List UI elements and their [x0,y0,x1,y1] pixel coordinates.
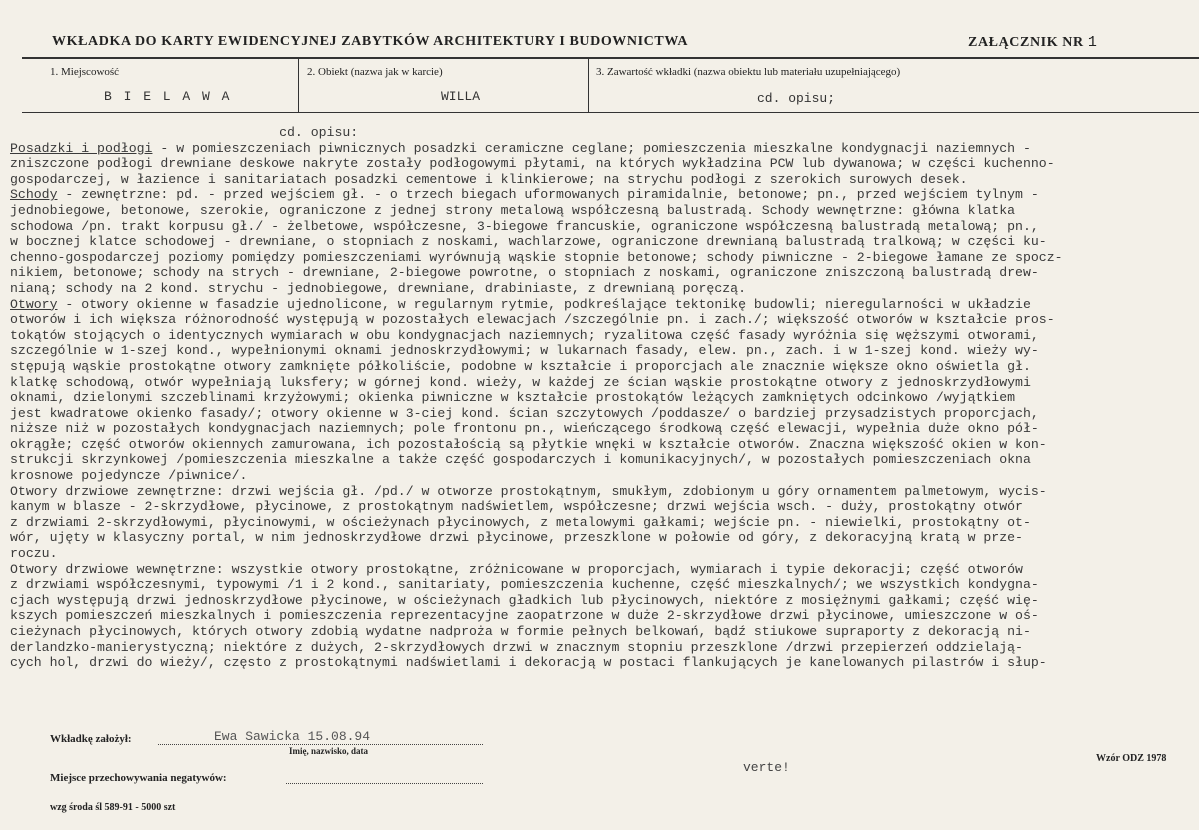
description-line: tokątów stojących o identycznych wymiarach w obu kondygnacjach naziemnych; ryzalitowa część fasady wyróżnia się węższymi otworami, [10,327,1039,343]
description-line: kanym w blasze - 2-skrzydłowe, płycinowe, z prostokątnym nadświetlem, współczesne; drzwi wejścia wsch. - duży, prostokątny otwór [10,499,1023,515]
description-line: kszych pomieszczeń mieszkalnych i pomieszczenia reprezentacyjne zaopatrzone w duże 2-skrzydłowe drzwi płycinowe, umieszczone w oś- [10,608,1039,624]
description-line: stępują wąskie prostokątne otwory zamknięte półkoliście, podobne w kształcie i proporcjach ale znacznie większe okno oświetla gł. [10,358,1031,374]
description-line: szczególnie w 1-szej kond., wypełnionymi oknami jednoskrzydłowymi; w lukarnach fasady, elew. pn., zach. i w 1-szej kond. wieży wy- [10,343,1039,359]
description-line: strukcji skrzynkowej /pomieszczenia mieszkalne a także część gospodarczych i komunikacyjnych/, w pozostałych pomieszczeniach okna [10,452,1031,468]
description-line: Otwory drzwiowe wewnętrzne: wszystkie otwory prostokątne, zróżnicowane w proporcjach, wymiarach i typie dekoracji; część otworów [10,561,1023,577]
description-line: nianą; schody na 2 kond. strychu - jednobiegowe, drewniane, drabiniaste, z drewnianą poręczą. [10,280,746,296]
content-value: cd. opisu; [757,91,836,106]
description-line: w bocznej klatce schodowej - drewniane, o stopniach z noskami, wachlarzowe, ograniczone drewnianą balustradą tralkową; w części ku- [10,234,1047,250]
description-line: chenno-gospodarczej poziomy pomiędzy pomieszczeniami wyrównują wąskie stopnie betonowe; schody piwniczne - 2-biegowe łamane ze spocz- [10,249,1063,265]
description-text [10,125,1195,671]
description-line: zniszczone podłogi drewniane deskowe nakryte zostały podłogowymi płytami, na których wykładzina PCW lub dywanowa; w części kuchenno- [10,156,1055,172]
annex-number: 1 [1087,34,1098,51]
description-line: cieżynach płycinowych, których otwory zdobią wydatne nadproża w formie pełnych belkowań, bądź stiukowe supraporty z dekoracją ni- [10,624,1031,639]
description-line: cd. opisu: [10,125,359,140]
description-line: klatkę schodową, otwór wypełniają luksfery; w górnej kond. wieży, w każdej ze ścian wąskie prostokątne otwory z jednoskrzydłowymi [10,374,1031,390]
turn-over-note: verte! [743,760,790,775]
form-model: Wzór ODZ 1978 [1096,753,1167,764]
description-line: z drzwiami 2-skrzydłowymi, płycinowymi, w ościeżynach płycinowych, z metalowymi gałkami; wejście pn. - niewielki, prostokątny ot- [10,514,1031,530]
printer-note: wzg środa śl 589-91 - 5000 szt [50,802,176,813]
description-line: z drzwiami współczesnymi, typowymi /1 i 2 kond., sanitariaty, pomieszczenia kuchenne, część mieszkalnych/; we wszystkich kondygna- [10,577,1039,593]
field-divider-2 [588,59,589,113]
description-line: oknami, dzielonymi szczeblinami krzyżowymi; okienka piwniczne w kształcie prostokątów leżących zamkniętych odcinkowo /wyjątkiem [10,390,1016,406]
object-value: WILLA [441,89,481,104]
annex-heading [968,34,1097,51]
description-line: Otwory drzwiowe zewnętrzne: drzwi wejścia gł. /pd./ w otworze prostokątnym, smukłym, zdobionym u góry ornamentem palmetowym, wycis- [10,483,1047,499]
locality-label: 1. Miejscowość [50,66,120,78]
description-line: niższe niż w pozostałych kondygnacjach naziemnych; pole frontonu pn., wieńczącego środkową część elewacji, wypełnia duże okno pół- [10,421,1039,437]
object-label: 2. Obiekt (nazwa jak w karcie) [307,66,443,78]
description-line: schodowa /pn. trakt korpusu gł./ - żelbetowe, współczesne, 3-biegowe francuskie, ograniczone współczesną balustradą metalową; pn., [10,218,1039,234]
description-line: Otwory - otwory okienne w fasadzie ujednolicone, w regularnym rytmie, podkreślające tektonikę budowli; nieregularności w układzie [10,296,1031,312]
description-line: cych hol, drzwi do wieży/, często z prostokątnymi nadświetlami i dekoracją w postaci flankujących je kanelowanych pilastrów i słup- [10,655,1047,671]
description-line: roczu. [10,546,58,562]
header-rule-bottom [22,112,1199,113]
locality-value: B I E L A W A [104,89,232,104]
description-line: okrągłe; część otworów okiennych zamurowana, ich pozostałością są płytkie wnęki w kształcie otworów. Znaczna większość okien w kon- [10,436,1047,452]
description-line: wór, ujęty w klasyczny portal, w nim jednoskrzydłowe drzwi płycinowe, przeszklone w połowie od góry, z dekoracyjną kratą w prze- [10,530,1023,546]
description-line: jednobiegowe, betonowe, szerokie, ograniczone z jednej strony metalową współczesną balustradą. Schody wewnętrzne: główna klatka [10,202,1016,218]
negatives-location-label: Miejsce przechowywania negatywów: [50,772,227,784]
header-rule-top [22,57,1199,59]
description-line: cjach występują drzwi jednoskrzydłowe płycinowe, w ościeżynach gładkich lub płycinowych, niektóre z mosiężnymi gałkami; część wię- [10,592,1039,608]
description-line: krosnowe pojedyncze /piwnice/. [10,468,248,484]
description-line: jest kwadratowe okienko fasady/; otwory okienne w 3-ciej kond. ścian szczytowych /poddasze/ o bardziej przysadzistych proporcjach, [10,405,1039,421]
description-line: derlandzko-manierystyczną; niektóre z dużych, 2-skrzydłowych drzwi w znacznym stopniu przeszklone /drzwi przepierzeń oddzielają- [10,639,1023,655]
negatives-location-line [286,783,483,784]
annex-label: ZAŁĄCZNIK NR [968,35,1084,50]
description-line: gospodarczej, w łazience i sanitariatach posadzki cementowe i klinkierowe; na strychu podłogi z szerokich surowych desek. [10,171,968,187]
description-line: Schody - zewnętrzne: pd. - przed wejściem gł. - o trzech biegach uformowanych piramidalnie, betonowe; pn., przed wejściem tylnym - [10,187,1039,203]
description-line: Posadzki i podłogi - w pomieszczeniach piwnicznych posadzki ceramiczne ceglane; pomieszczenia mieszkalne kondygnacji naziemnych - [10,140,1031,156]
created-by-caption: Imię, nazwisko, data [289,746,369,756]
field-divider-1 [298,59,299,113]
form-title: WKŁADKA DO KARTY EWIDENCYJNEJ ZABYTKÓW ARCHITEKTURY I BUDOWNICTWA [52,34,689,49]
description-line: nikiem, betonowe; schody na strych - drewniane, 2-biegowe powrotne, o stopniach z noskami, ograniczone zniszczoną balustradą drew- [10,265,1039,281]
created-by-value: Ewa Sawicka 15.08.94 [214,729,371,744]
description-line: otworów i ich większa różnorodność występują w pozostałych elewacjach /szczególnie pn. i zach./; większość otworów w kształcie pros- [10,312,1055,328]
created-by-line [158,744,483,745]
created-by-label: Wkładkę założył: [50,733,132,745]
content-label: 3. Zawartość wkładki (nazwa obiektu lub materiału uzupełniającego) [596,66,901,78]
